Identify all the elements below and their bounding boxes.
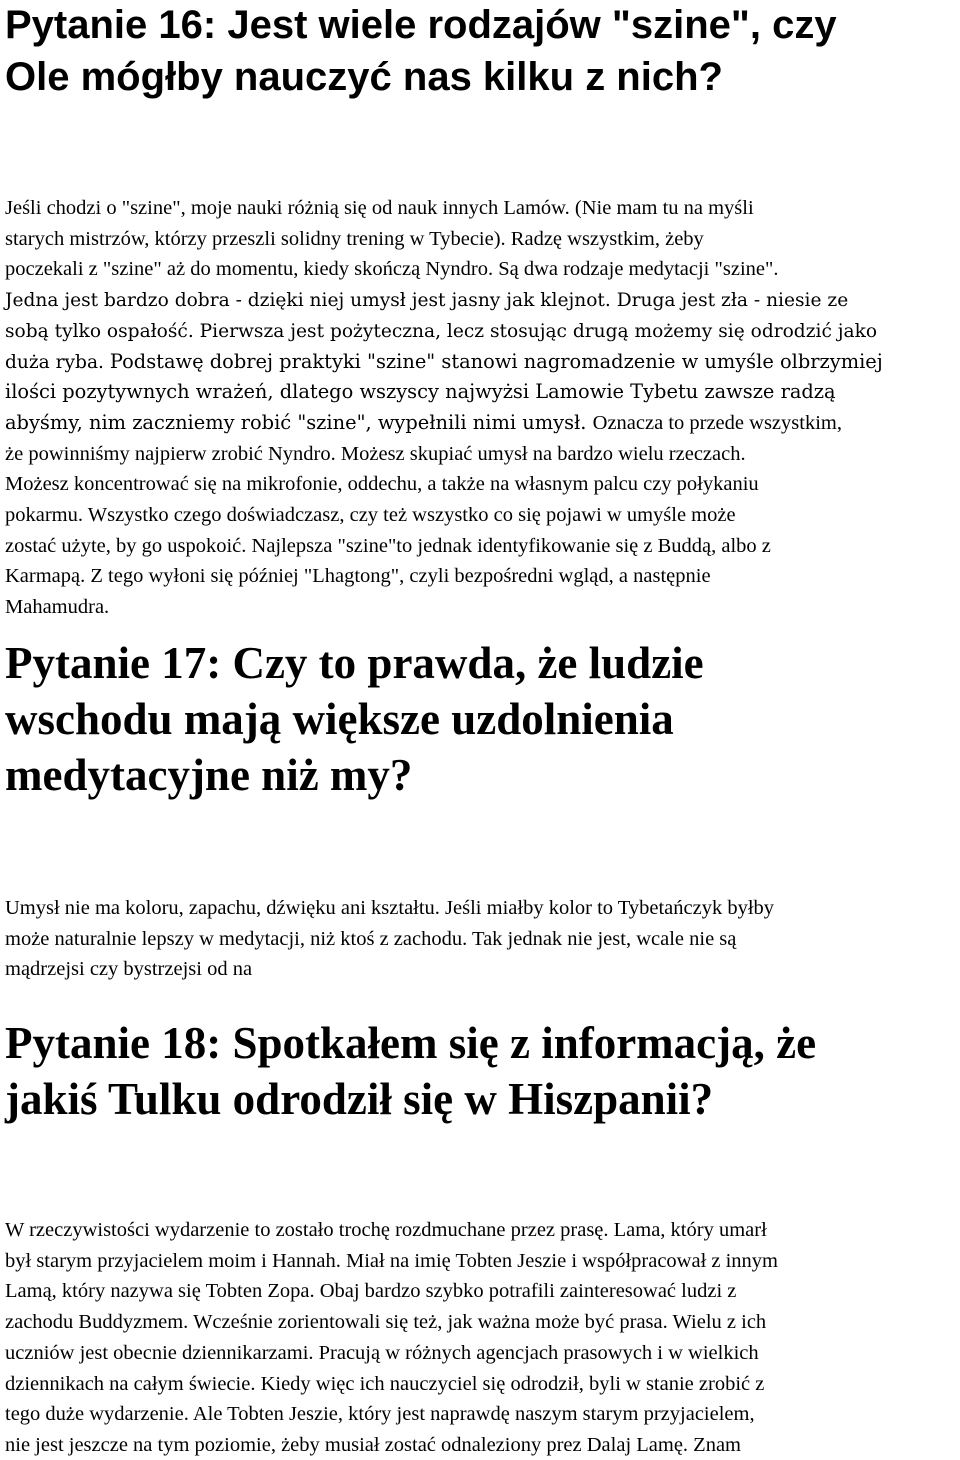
- text-run: Możesz koncentrować się na mikrofonie, oddechu, a także na własnym palcu czy połykaniu: [5, 473, 759, 496]
- text-run: Podstawę dobrej praktyki "szine" stanowi nagromadzenie w umyśle olbrzymiej: [109, 349, 883, 373]
- text-run: duża ryba.: [5, 351, 110, 373]
- text-run: zachodu Buddyzmem. Wcześnie zorientowali się też, jak ważna może być prasa. Wielu z ich: [5, 1311, 767, 1334]
- text-run: poczekali z "szine" aż do momentu, kiedy skończą Nyndro. Są dwa rodzaje medytacji "szine".: [5, 258, 779, 281]
- q16-heading-line-2: Ole mógłby nauczyć nas kilku z nich?: [5, 55, 723, 99]
- text-run: starych mistrzów, którzy przeszli solidny trening w Tybecie). Radzę wszystkim, żeby: [5, 227, 704, 250]
- q18-paragraph-line: [5, 1399, 755, 1429]
- q16-paragraph-line: [5, 592, 109, 622]
- q16-paragraph-line: [5, 531, 771, 561]
- q16-paragraph-line: [5, 561, 711, 591]
- q16-heading-line-1: Pytanie 16: Jest wiele rodzajów "szine", czy: [5, 3, 837, 47]
- text-run: Lamą, który nazywa się Tobten Zopa. Obaj bardzo szybko potrafili zainteresować ludzi z: [5, 1280, 737, 1303]
- text-run: uczniów jest obecnie dziennikarzami. Pracują w różnych agencjach prasowych i w wielkich: [5, 1341, 759, 1364]
- text-run: może naturalnie lepszy w medytacji, niż ktoś z zachodu. Tak jednak nie jest, wcale nie są: [5, 927, 737, 950]
- text-run: sobą tylko ospałość. Pierwsza jest pożyteczna, lecz stosując drugą możemy się odrodzić jako: [5, 320, 878, 342]
- text-run: W rzeczywistości wydarzenie to zostało trochę rozdmuchane przez prasę. Lama, który umarł: [5, 1219, 767, 1241]
- q18-paragraph-line: [5, 1246, 778, 1276]
- q16-paragraph-line: [5, 500, 736, 530]
- q16-paragraph-line: [5, 377, 836, 407]
- q16-paragraph-line: [5, 285, 848, 316]
- q18-paragraph-line: [5, 1369, 764, 1399]
- text-run: nie jest jeszcze na tym poziomie, żeby musiał zostać odnaleziony prez Dalaj Lamę. Znam: [5, 1433, 741, 1456]
- q16-paragraph-line: [5, 469, 759, 499]
- q18-paragraph-line: [5, 1276, 736, 1306]
- q16-paragraph-line: [5, 254, 779, 284]
- text-run: że powinniśmy najpierw zrobić Nyndro. Możesz skupiać umysł na bardzo wielu rzeczach.: [5, 442, 746, 465]
- q17-heading-line-1: Pytanie 17: Czy to prawda, że ludzie: [5, 638, 704, 688]
- text-run: pokarmu. Wszystko czego doświadczasz, czy też wszystko co się pojawi w umyśle może: [5, 504, 736, 526]
- q16-paragraph-line: [5, 224, 704, 254]
- text-run: abyśmy, nim zaczniemy robić "szine", wypełnili nimi umysł.: [5, 410, 593, 434]
- q18-paragraph-line: [5, 1215, 767, 1245]
- q16-paragraph-line: [5, 316, 877, 347]
- q17-paragraph-line: [5, 924, 736, 954]
- q17-paragraph-line: [5, 954, 252, 984]
- q16-paragraph-line: [5, 347, 883, 378]
- text-run: tego duże wydarzenie. Ale Tobten Jeszie, który jest naprawdę naszym starym przyjacielem,: [5, 1403, 755, 1426]
- q17-heading-line-2: wschodu mają większe uzdolnienia: [5, 694, 674, 744]
- q16-paragraph-line: [5, 193, 754, 223]
- text-run: zostać użyte, by go uspokoić. Najlepsza "szine"to jednak identyfikowanie się z Buddą, albo z: [5, 534, 771, 557]
- text-run: Jedna jest bardzo dobra - dzięki niej umysł jest jasny jak klejnot. Druga jest zła - niesie ze: [5, 290, 849, 312]
- q17-heading-line-3: medytacyjne niż my?: [5, 750, 413, 800]
- text-run: Karmapą. Z tego wyłoni się później "Lhagtong", czyli bezpośredni wgląd, a następnie: [5, 565, 711, 588]
- q18-heading-line-1: Pytanie 18: Spotkałem się z informacją, że: [5, 1018, 817, 1068]
- q17-paragraph-line: [5, 893, 774, 923]
- text-run: dziennikach na całym świecie. Kiedy więc ich nauczyciel się odrodził, byli w stanie zrobić z: [5, 1372, 765, 1395]
- text-run: Umysł nie ma koloru, zapachu, dźwięku ani kształtu. Jeśli miałby kolor to Tybetańczyk byłby: [5, 897, 775, 919]
- q18-paragraph-line: [5, 1338, 759, 1368]
- q16-paragraph-line: [5, 408, 842, 438]
- text-run: Jeśli chodzi o "szine", moje nauki różnią się od nauk innych Lamów. (Nie mam tu na myśli: [5, 197, 754, 219]
- text-run: ilości pozytywnych wrażeń, dlatego wszyscy najwyżsi Lamowie Tybetu zawsze radzą: [5, 380, 836, 404]
- q18-heading-line-2: jakiś Tulku odrodził się w Hiszpanii?: [5, 1074, 714, 1124]
- q18-paragraph-line: [5, 1430, 741, 1460]
- text-run: Mahamudra.: [5, 596, 110, 619]
- text-run: mądrzejsi czy bystrzejsi od na: [5, 958, 253, 980]
- text-run: był starym przyjacielem moim i Hannah. Miał na imię Tobten Jeszie i współpracował z innym: [5, 1249, 779, 1272]
- q18-paragraph-line: [5, 1307, 766, 1337]
- text-run: Oznacza to przede wszystkim,: [592, 411, 842, 434]
- q16-paragraph-line: [5, 439, 746, 469]
